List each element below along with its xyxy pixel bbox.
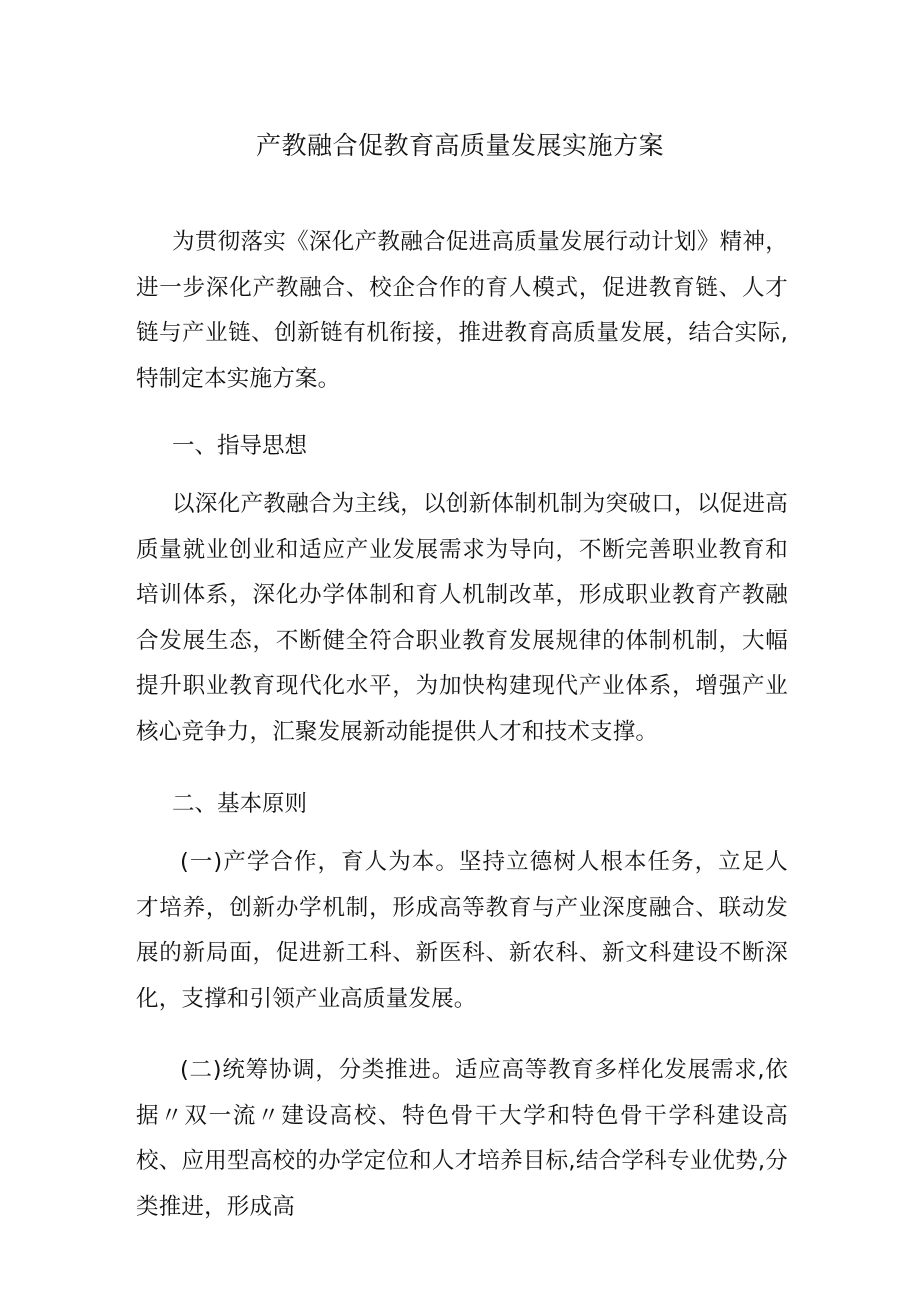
principle-paragraph-1: (一)产学合作，育人为本。坚持立德树人根本任务，立足人才培养，创新办学机制，形成高等教育与产业深度融合、联动发展的新局面，促进新工科、新医科、新农科、新文科建设不断深化，支撑和引领产业高质量发展。: [136, 849, 788, 1012]
principle-paragraph-2: (二)统筹协调，分类推进。适应高等教育多样化发展需求,依据〃双一流〃建设高校、特色骨干大学和特色骨干学科建设高校、应用型高校的办学定位和人才培养目标,结合学科专业优势,分类推进，形成高: [136, 1057, 788, 1220]
guiding-ideology-paragraph: 以深化产教融合为主线，以创新体制机制为突破口，以促进高质量就业创业和适应产业发展需求为导向，不断完善职业教育和培训体系，深化办学体制和育人机制改革，形成职业教育产教融合发展生态，不断健全符合职业教育发展规律的体制机制，大幅提升职业教育现代化水平，为加快构建现代产业体系，增强产业核心竞争力，汇聚发展新动能提供人才和技术支撑。: [136, 491, 788, 745]
section-heading-guiding-ideology: 一、指导思想: [172, 433, 308, 459]
document-title: 产教融合促教育高质量发展实施方案: [255, 131, 664, 160]
section-heading-basic-principles: 二、基本原则: [172, 791, 308, 817]
intro-paragraph: 为贯彻落实《深化产教融合促进高质量发展行动计划》精神，进一步深化产教融合、校企合作的育人模式，促进教育链、人才链与产业链、创新链有机衔接，推进教育高质量发展，结合实际,特制定本实施方案。: [136, 229, 788, 392]
